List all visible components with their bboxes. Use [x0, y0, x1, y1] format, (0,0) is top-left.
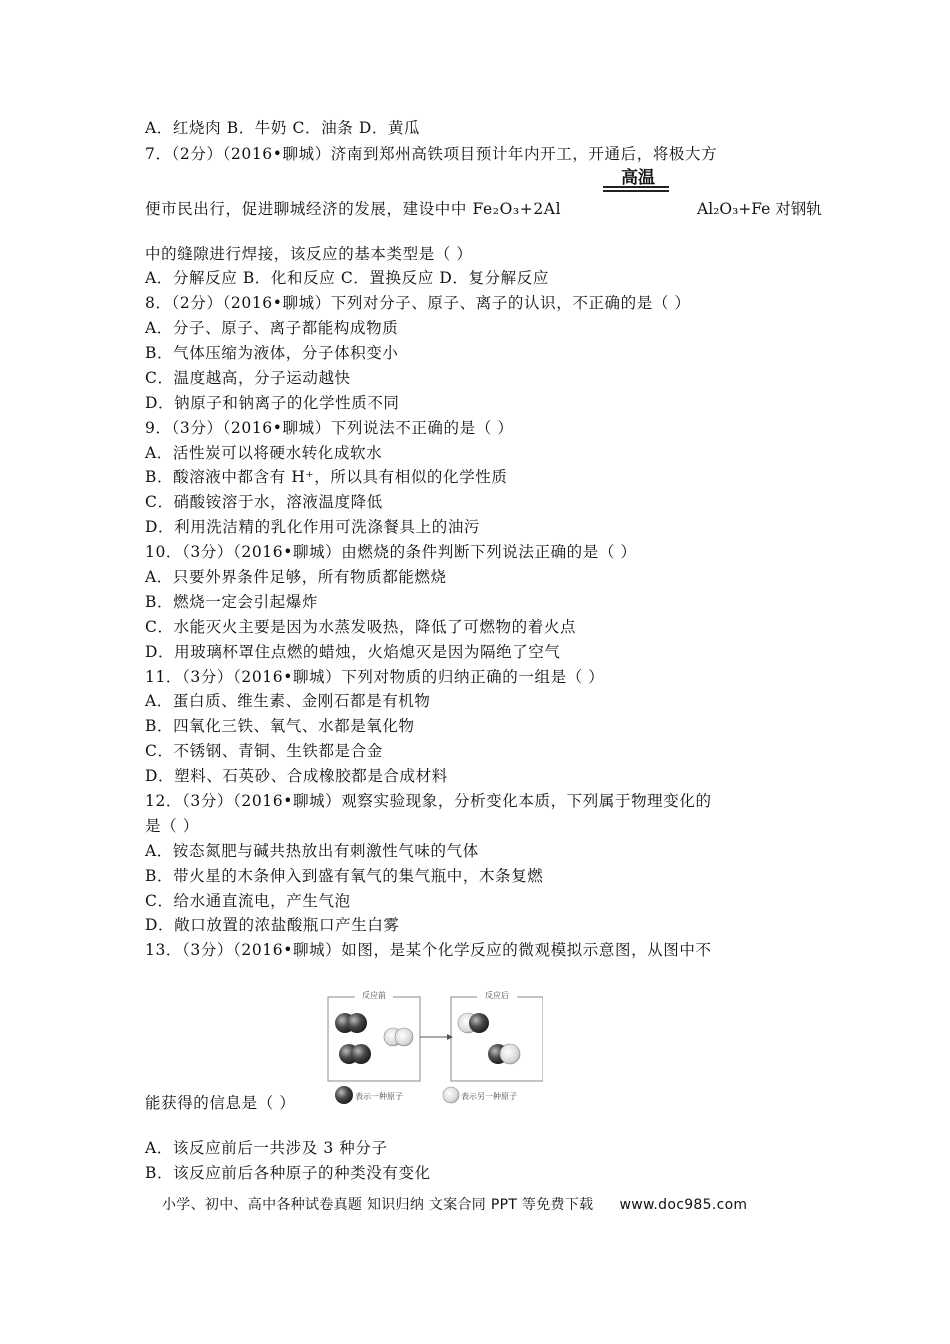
page-footer: [162, 1194, 747, 1214]
legend: [335, 1086, 517, 1104]
q8-option-b: B．气体压缩为液体，分子体积变小: [145, 344, 399, 362]
molecule-dark-pair: [335, 1013, 367, 1033]
q8-option-a: A．分子、原子、离子都能构成物质: [145, 319, 399, 337]
q10-stem: 10．（3分）（2016•聊城）由燃烧的条件判断下列说法正确的是（ ）: [145, 543, 637, 561]
legend-light-label: 表示另一种原子: [461, 1092, 517, 1101]
q9-stem: 9．（3分）（2016•聊城）下列说法不正确的是（ ）: [145, 419, 514, 437]
q12-stem-end: 是（ ）: [145, 817, 199, 835]
q13-option-b: B．该反应前后各种原子的种类没有变化: [145, 1164, 431, 1182]
q12-option-c: C．给水通直流电，产生气泡: [145, 892, 351, 910]
q11-option-c: C．不锈钢、青铜、生铁都是合金: [145, 742, 383, 760]
reaction-diagram: [327, 985, 543, 1109]
q7-equation-right: Al₂O₃+Fe 对钢轨: [697, 200, 822, 218]
q7-stem-end: 中的缝隙进行焊接，该反应的基本类型是（ ）: [145, 245, 473, 263]
q10-option-c: C．水能灭火主要是因为水蒸发吸热，降低了可燃物的着火点: [145, 618, 577, 636]
equation-arrow-lower: [603, 190, 669, 192]
before-label: 反应前: [362, 991, 386, 1000]
q12-option-d: D．敞口放置的浓盐酸瓶口产生白雾: [145, 916, 400, 934]
q13-stem: 13．（3分）（2016•聊城）如图，是某个化学反应的微观模拟示意图，从图中不: [145, 941, 712, 959]
q10-option-b: B．燃烧一定会引起爆炸: [145, 593, 318, 611]
q9-option-b: B．酸溶液中都含有 H⁺，所以具有相似的化学性质: [145, 468, 508, 486]
q10-option-a: A．只要外界条件足够，所有物质都能燃烧: [145, 568, 447, 586]
q9-option-a: A．活性炭可以将硬水转化成软水: [145, 444, 383, 462]
q13-option-a: A．该反应前后一共涉及 3 种分子: [145, 1139, 388, 1157]
q12-option-b: B．带火星的木条伸入到盛有氧气的集气瓶中，木条复燃: [145, 867, 544, 885]
q7-stem: 7．（2分）（2016•聊城）济南到郑州高铁项目预计年内开工，开通后，将极大方: [145, 145, 718, 163]
q11-option-a: A．蛋白质、维生素、金刚石都是有机物: [145, 692, 431, 710]
after-label: 反应后: [485, 991, 509, 1000]
q12-stem: 12．（3分）（2016•聊城）观察实验现象，分析变化本质，下列属于物理变化的: [145, 792, 712, 810]
q11-stem: 11．（3分）（2016•聊城）下列对物质的归纳正确的一组是（ ）: [145, 668, 605, 686]
molecule-dark-pair-2: [339, 1044, 371, 1064]
footer-text: 小学、初中、高中各种试卷真题 知识归纳 文案合同 PPT 等免费下载: [162, 1197, 594, 1213]
equation-arrow: [603, 186, 669, 188]
q8-option-c: C．温度越高，分子运动越快: [145, 369, 351, 387]
molecule-product-1: [458, 1013, 489, 1033]
reaction-condition: 高温: [621, 168, 655, 188]
legend-dark-label: 表示一种原子: [355, 1092, 403, 1101]
q12-option-a: A．铵态氮肥与碱共热放出有刺激性气味的气体: [145, 842, 479, 860]
q8-stem: 8．（2分）（2016•聊城）下列对分子、原子、离子的认识，不正确的是（ ）: [145, 294, 691, 312]
footer-site-link[interactable]: www.doc985.com: [619, 1197, 748, 1213]
q8-option-d: D．钠原子和钠离子的化学性质不同: [145, 394, 400, 412]
q13-stem-end: 能获得的信息是（ ）: [145, 1094, 296, 1112]
molecule-light-pair: [384, 1028, 413, 1046]
q11-option-d: D．塑料、石英砂、合成橡胶都是合成材料: [145, 767, 448, 785]
q9-option-d: D．利用洗洁精的乳化作用可洗涤餐具上的油污: [145, 518, 481, 536]
after-box: [451, 997, 543, 1081]
q7-options: A．分解反应 B．化和反应 C．置换反应 D．复分解反应: [145, 269, 549, 287]
q11-option-b: B．四氧化三铁、氧气、水都是氧化物: [145, 717, 415, 735]
molecule-product-2: [488, 1044, 520, 1064]
reaction-arrow-head: [447, 1034, 453, 1040]
q9-option-c: C．硝酸铵溶于水，溶液温度降低: [145, 493, 383, 511]
q10-option-d: D．用玻璃杯罩住点燃的蜡烛，火焰熄灭是因为隔绝了空气: [145, 643, 561, 661]
q7-equation-left: 便市民出行，促进聊城经济的发展，建设中中 Fe₂O₃+2Al: [145, 200, 562, 218]
q6-options: A．红烧肉 B．牛奶 C．油条 D．黄瓜: [145, 119, 421, 137]
